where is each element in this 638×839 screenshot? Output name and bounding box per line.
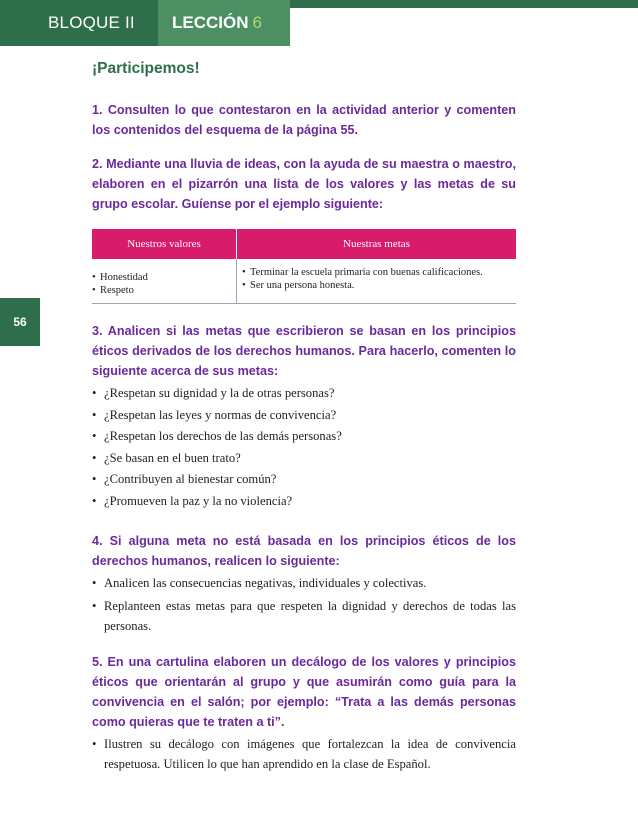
- section-title: ¡Participemos!: [92, 60, 200, 77]
- list-item: • ¿Respetan su dignidad y la de otras personas?: [92, 383, 516, 405]
- question-5-list: [92, 734, 516, 774]
- valores-cell: [92, 259, 237, 304]
- values-table: [92, 229, 516, 304]
- list-item: • ¿Respetan las leyes y normas de convivencia?: [92, 405, 516, 427]
- question-4-list: [92, 573, 516, 636]
- header-metas: Nuestras metas: [237, 229, 517, 259]
- leccion-label: [158, 0, 290, 46]
- list-item: • ¿Promueven la paz y la no violencia?: [92, 491, 516, 513]
- list-item: • Terminar la escuela primaria con buenas calificaciones.: [242, 266, 512, 279]
- question-1: 1. Consulten lo que contestaron en la actividad anterior y comenten los contenidos del esquema de la página 55.: [92, 103, 516, 137]
- list-item: • ¿Contribuyen al bienestar común?: [92, 469, 516, 491]
- list-item: • ¿Respetan los derechos de las demás personas?: [92, 426, 516, 448]
- bloque-label: BLOQUE II: [0, 0, 158, 46]
- list-item: • Ser una persona honesta.: [242, 279, 512, 292]
- metas-cell: [237, 259, 517, 304]
- list-item: • Analicen las consecuencias negativas, individuales y colectivas.: [92, 573, 516, 593]
- table-header-row: [92, 229, 516, 259]
- list-item: • Ilustren su decálogo con imágenes que fortalezcan la idea de convivencia respetuosa. Utilicen lo que han aprendido en la clase de Español.: [92, 734, 516, 774]
- list-item: • Respeto: [92, 284, 232, 297]
- leccion-number: 6: [252, 13, 262, 32]
- page-number: 56: [0, 298, 40, 346]
- table-row: [92, 259, 516, 304]
- page-content: [92, 60, 516, 777]
- list-item: • Replanteen estas metas para que respeten la dignidad y derechos de todas las personas.: [92, 596, 516, 636]
- question-3: 3. Analicen si las metas que escribieron se basan en los principios éticos derivados de los derechos humanos. Para hacerlo, comenten lo siguiente acerca de sus metas:: [92, 324, 516, 378]
- question-4: 4. Si alguna meta no está basada en los principios éticos de los derechos humanos, realicen lo siguiente:: [92, 533, 516, 568]
- header-valores: Nuestros valores: [92, 229, 237, 259]
- header-bar: [0, 0, 638, 46]
- list-item: • Honestidad: [92, 271, 232, 284]
- list-item: • ¿Se basan en el buen trato?: [92, 448, 516, 470]
- question-2: 2. Mediante una lluvia de ideas, con la ayuda de su maestra o maestro, elaboren en el pizarrón una lista de los valores y las metas de su grupo escolar. Guíense por el ejemplo siguiente:: [92, 157, 516, 211]
- leccion-text: LECCIÓN: [172, 13, 249, 32]
- question-3-list: [92, 383, 516, 513]
- question-5: 5. En una cartulina elaboren un decálogo de los valores y principios éticos que orientarán al grupo y que asumirán como guía para la convivencia en el salón; por ejemplo: “Trata a las demás personas como quieras que te traten a ti”.: [92, 654, 516, 729]
